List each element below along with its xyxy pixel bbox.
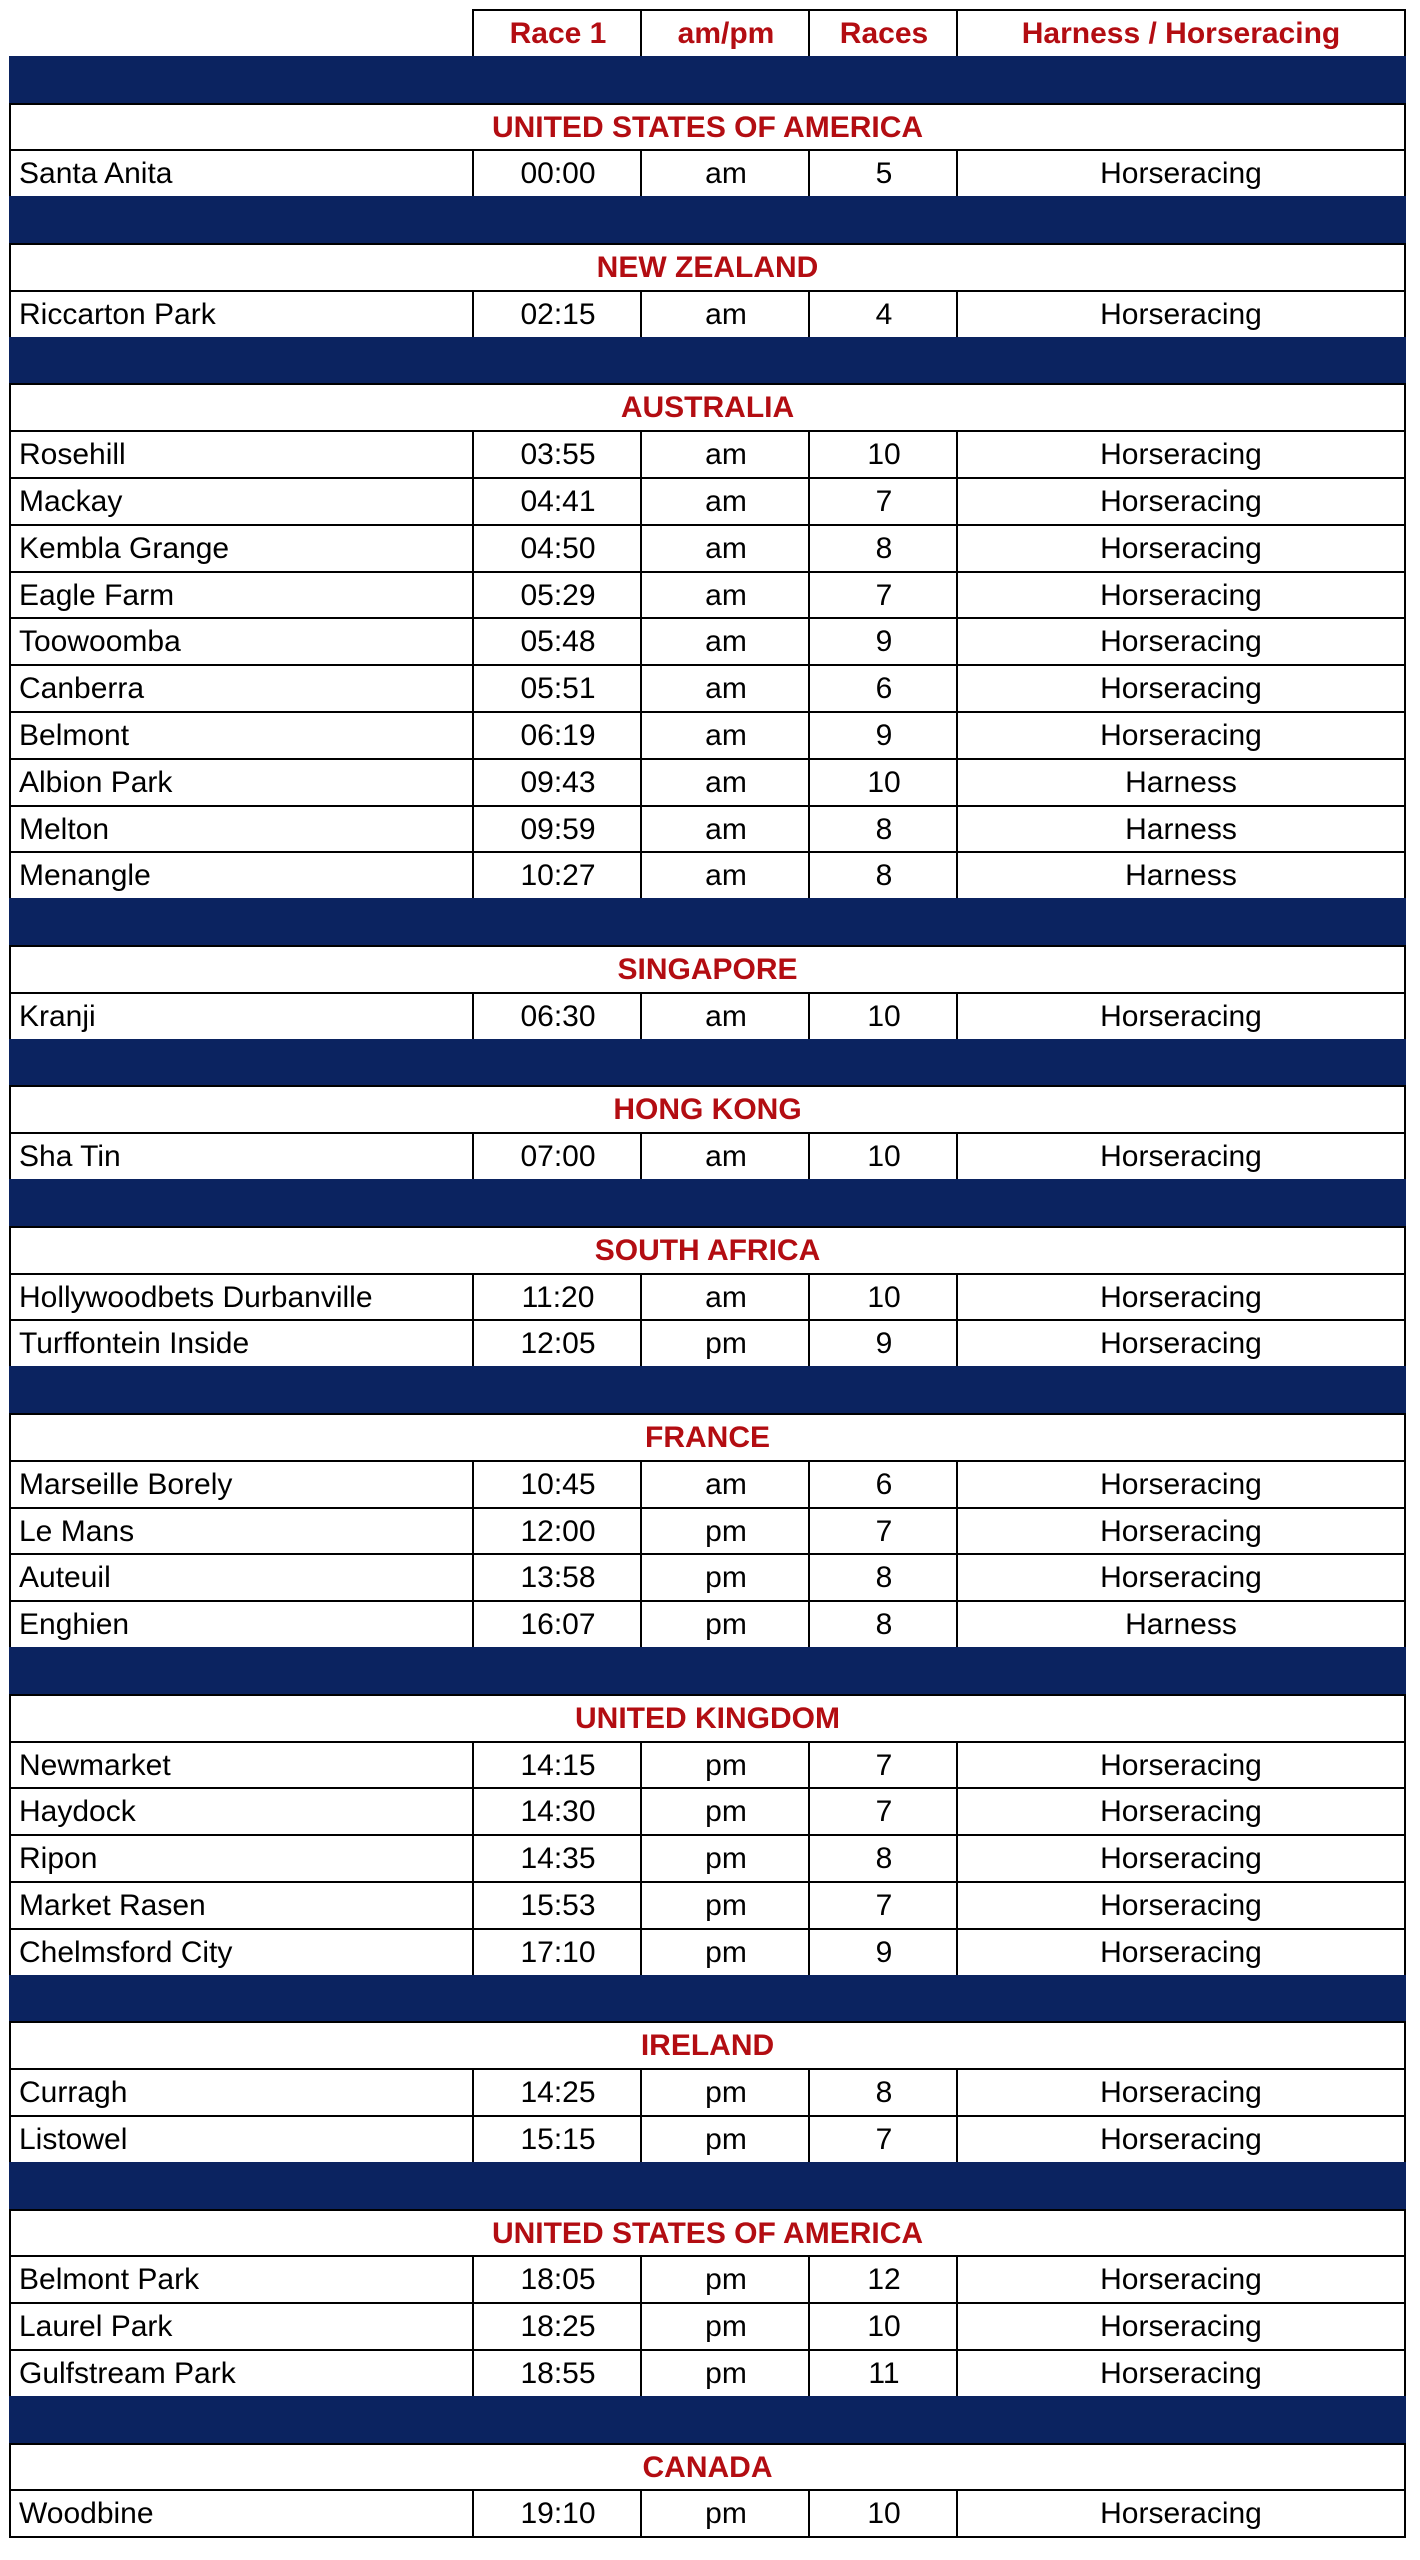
- race1-time-cell: 00:00: [472, 149, 642, 196]
- race-count-cell: 10: [808, 758, 958, 805]
- country-heading: HONG KONG: [9, 1085, 1406, 1132]
- ampm-cell: pm: [640, 2489, 810, 2536]
- ampm-cell: pm: [640, 1881, 810, 1928]
- race-type-cell: Horseracing: [956, 992, 1406, 1039]
- country-heading: UNITED STATES OF AMERICA: [9, 2209, 1406, 2256]
- section-divider-bar: [9, 1039, 1406, 1086]
- ampm-cell: pm: [640, 1741, 810, 1788]
- venue-cell: Santa Anita: [9, 149, 474, 196]
- section-divider-bar: [9, 1179, 1406, 1226]
- ampm-cell: am: [640, 1132, 810, 1179]
- ampm-cell: am: [640, 477, 810, 524]
- race1-time-cell: 16:07: [472, 1600, 642, 1647]
- race1-time-cell: 02:15: [472, 290, 642, 337]
- section-divider-bar: [9, 196, 1406, 243]
- venue-row: [0, 664, 1420, 711]
- race-count-cell: 8: [808, 1600, 958, 1647]
- table-bottom-border: [9, 2536, 1406, 2538]
- race-type-cell: Horseracing: [956, 1273, 1406, 1320]
- venue-row: [0, 1741, 1420, 1788]
- race-count-cell: 8: [808, 851, 958, 898]
- race-type-cell: Horseracing: [956, 1507, 1406, 1554]
- ampm-cell: pm: [640, 1319, 810, 1366]
- venue-cell: Menangle: [9, 851, 474, 898]
- race1-time-cell: 05:29: [472, 571, 642, 618]
- ampm-cell: pm: [640, 1834, 810, 1881]
- venue-row: [0, 1881, 1420, 1928]
- venue-row: [0, 524, 1420, 571]
- race-type-cell: Harness: [956, 758, 1406, 805]
- country-heading: FRANCE: [9, 1413, 1406, 1460]
- venue-row: [0, 1319, 1420, 1366]
- race-type-cell: Horseracing: [956, 711, 1406, 758]
- venue-row: [0, 149, 1420, 196]
- venue-cell: Chelmsford City: [9, 1928, 474, 1975]
- race1-time-cell: 18:25: [472, 2302, 642, 2349]
- race1-time-cell: 06:19: [472, 711, 642, 758]
- race-count-cell: 9: [808, 1928, 958, 1975]
- race1-time-cell: 03:55: [472, 430, 642, 477]
- race-count-cell: 7: [808, 1881, 958, 1928]
- race-type-cell: Horseracing: [956, 290, 1406, 337]
- venue-row: [0, 2302, 1420, 2349]
- header-race1: Race 1: [472, 9, 642, 56]
- race-count-cell: 7: [808, 2115, 958, 2162]
- race-type-cell: Horseracing: [956, 1881, 1406, 1928]
- race1-time-cell: 18:05: [472, 2255, 642, 2302]
- race1-time-cell: 04:50: [472, 524, 642, 571]
- race1-time-cell: 04:41: [472, 477, 642, 524]
- ampm-cell: am: [640, 524, 810, 571]
- race-type-cell: Horseracing: [956, 1460, 1406, 1507]
- race1-time-cell: 11:20: [472, 1273, 642, 1320]
- ampm-cell: am: [640, 758, 810, 805]
- venue-cell: Woodbine: [9, 2489, 474, 2536]
- ampm-cell: am: [640, 290, 810, 337]
- country-heading: SINGAPORE: [9, 945, 1406, 992]
- venue-row: [0, 2489, 1420, 2536]
- race-type-cell: Horseracing: [956, 617, 1406, 664]
- race-type-cell: Horseracing: [956, 1132, 1406, 1179]
- race-count-cell: 7: [808, 1741, 958, 1788]
- race-count-cell: 12: [808, 2255, 958, 2302]
- venue-row: [0, 2068, 1420, 2115]
- race-count-cell: 11: [808, 2349, 958, 2396]
- race-type-cell: Horseracing: [956, 1928, 1406, 1975]
- venue-cell: Albion Park: [9, 758, 474, 805]
- venue-row: [0, 1834, 1420, 1881]
- venue-cell: Newmarket: [9, 1741, 474, 1788]
- race-count-cell: 10: [808, 1132, 958, 1179]
- ampm-cell: pm: [640, 2255, 810, 2302]
- venue-cell: Kranji: [9, 992, 474, 1039]
- race-count-cell: 10: [808, 2302, 958, 2349]
- race-count-cell: 6: [808, 1460, 958, 1507]
- race-count-cell: 10: [808, 1273, 958, 1320]
- country-heading: UNITED STATES OF AMERICA: [9, 103, 1406, 150]
- race-type-cell: Horseracing: [956, 477, 1406, 524]
- venue-cell: Kembla Grange: [9, 524, 474, 571]
- race-count-cell: 9: [808, 1319, 958, 1366]
- venue-cell: Gulfstream Park: [9, 2349, 474, 2396]
- race1-time-cell: 13:58: [472, 1553, 642, 1600]
- venue-cell: Melton: [9, 805, 474, 852]
- race1-time-cell: 14:15: [472, 1741, 642, 1788]
- venue-cell: Riccarton Park: [9, 290, 474, 337]
- venue-row: [0, 477, 1420, 524]
- race1-time-cell: 14:30: [472, 1787, 642, 1834]
- race1-time-cell: 15:53: [472, 1881, 642, 1928]
- header-ampm: am/pm: [640, 9, 810, 56]
- race-count-cell: 7: [808, 477, 958, 524]
- race1-time-cell: 14:35: [472, 1834, 642, 1881]
- race-count-cell: 9: [808, 617, 958, 664]
- race-count-cell: 10: [808, 430, 958, 477]
- race1-time-cell: 15:15: [472, 2115, 642, 2162]
- ampm-cell: pm: [640, 1928, 810, 1975]
- header-races: Races: [808, 9, 958, 56]
- ampm-cell: am: [640, 711, 810, 758]
- race-type-cell: Horseracing: [956, 2489, 1406, 2536]
- race1-time-cell: 12:05: [472, 1319, 642, 1366]
- venue-row: [0, 2115, 1420, 2162]
- ampm-cell: pm: [640, 2115, 810, 2162]
- venue-row: [0, 1928, 1420, 1975]
- race-count-cell: 8: [808, 1834, 958, 1881]
- section-divider-bar: [9, 2396, 1406, 2443]
- race-type-cell: Harness: [956, 805, 1406, 852]
- race1-time-cell: 19:10: [472, 2489, 642, 2536]
- race-count-cell: 7: [808, 1787, 958, 1834]
- ampm-cell: pm: [640, 1553, 810, 1600]
- section-divider-bar: [9, 2162, 1406, 2209]
- venue-cell: Hollywoodbets Durbanville: [9, 1273, 474, 1320]
- ampm-cell: pm: [640, 2068, 810, 2115]
- venue-row: [0, 711, 1420, 758]
- venue-row: [0, 1273, 1420, 1320]
- race-type-cell: Horseracing: [956, 149, 1406, 196]
- ampm-cell: pm: [640, 1787, 810, 1834]
- venue-row: [0, 1132, 1420, 1179]
- venue-row: [0, 1787, 1420, 1834]
- race-type-cell: Horseracing: [956, 1319, 1406, 1366]
- section-divider-bar: [9, 898, 1406, 945]
- race1-time-cell: 10:27: [472, 851, 642, 898]
- race1-time-cell: 14:25: [472, 2068, 642, 2115]
- venue-row: [0, 571, 1420, 618]
- venue-cell: Laurel Park: [9, 2302, 474, 2349]
- venue-cell: Listowel: [9, 2115, 474, 2162]
- venue-cell: Rosehill: [9, 430, 474, 477]
- race-type-cell: Horseracing: [956, 664, 1406, 711]
- venue-row: [0, 430, 1420, 477]
- ampm-cell: am: [640, 617, 810, 664]
- race-count-cell: 10: [808, 992, 958, 1039]
- race-type-cell: Horseracing: [956, 1787, 1406, 1834]
- venue-row: [0, 758, 1420, 805]
- race-count-cell: 8: [808, 2068, 958, 2115]
- header-row: [0, 9, 1420, 56]
- section-divider-bar: [9, 56, 1406, 103]
- race1-time-cell: 17:10: [472, 1928, 642, 1975]
- ampm-cell: pm: [640, 2349, 810, 2396]
- race1-time-cell: 05:51: [472, 664, 642, 711]
- race-count-cell: 4: [808, 290, 958, 337]
- venue-cell: Mackay: [9, 477, 474, 524]
- venue-cell: Sha Tin: [9, 1132, 474, 1179]
- race1-time-cell: 09:43: [472, 758, 642, 805]
- section-divider-bar: [9, 1366, 1406, 1413]
- venue-row: [0, 851, 1420, 898]
- race-count-cell: 7: [808, 571, 958, 618]
- ampm-cell: am: [640, 1460, 810, 1507]
- venue-row: [0, 1553, 1420, 1600]
- country-heading: SOUTH AFRICA: [9, 1226, 1406, 1273]
- header-venue-cell: [9, 9, 474, 56]
- race1-time-cell: 10:45: [472, 1460, 642, 1507]
- ampm-cell: am: [640, 571, 810, 618]
- race-count-cell: 8: [808, 1553, 958, 1600]
- ampm-cell: pm: [640, 1507, 810, 1554]
- section-divider-bar: [9, 1647, 1406, 1694]
- race-type-cell: Horseracing: [956, 1834, 1406, 1881]
- ampm-cell: am: [640, 149, 810, 196]
- race-type-cell: Horseracing: [956, 2255, 1406, 2302]
- race-count-cell: 8: [808, 805, 958, 852]
- race-type-cell: Horseracing: [956, 524, 1406, 571]
- country-heading: NEW ZEALAND: [9, 243, 1406, 290]
- venue-cell: Auteuil: [9, 1553, 474, 1600]
- race-type-cell: Horseracing: [956, 430, 1406, 477]
- race-type-cell: Horseracing: [956, 2068, 1406, 2115]
- race-type-cell: Horseracing: [956, 2349, 1406, 2396]
- venue-cell: Eagle Farm: [9, 571, 474, 618]
- venue-cell: Canberra: [9, 664, 474, 711]
- race-count-cell: 9: [808, 711, 958, 758]
- section-divider-bar: [9, 1975, 1406, 2022]
- ampm-cell: am: [640, 430, 810, 477]
- venue-cell: Belmont Park: [9, 2255, 474, 2302]
- venue-cell: Le Mans: [9, 1507, 474, 1554]
- ampm-cell: am: [640, 664, 810, 711]
- venue-row: [0, 1460, 1420, 1507]
- race1-time-cell: 18:55: [472, 2349, 642, 2396]
- venue-row: [0, 805, 1420, 852]
- ampm-cell: pm: [640, 1600, 810, 1647]
- ampm-cell: am: [640, 851, 810, 898]
- venue-row: [0, 992, 1420, 1039]
- venue-cell: Marseille Borely: [9, 1460, 474, 1507]
- race-count-cell: 7: [808, 1507, 958, 1554]
- venue-cell: Haydock: [9, 1787, 474, 1834]
- country-heading: AUSTRALIA: [9, 383, 1406, 430]
- section-divider-bar: [9, 337, 1406, 384]
- race-type-cell: Harness: [956, 1600, 1406, 1647]
- ampm-cell: am: [640, 992, 810, 1039]
- race1-time-cell: 09:59: [472, 805, 642, 852]
- race-type-cell: Horseracing: [956, 1741, 1406, 1788]
- venue-cell: Market Rasen: [9, 1881, 474, 1928]
- country-heading: UNITED KINGDOM: [9, 1694, 1406, 1741]
- race1-time-cell: 06:30: [472, 992, 642, 1039]
- venue-cell: Belmont: [9, 711, 474, 758]
- ampm-cell: am: [640, 805, 810, 852]
- venue-cell: Toowoomba: [9, 617, 474, 664]
- venue-row: [0, 617, 1420, 664]
- ampm-cell: pm: [640, 2302, 810, 2349]
- venue-cell: Enghien: [9, 1600, 474, 1647]
- venue-row: [0, 290, 1420, 337]
- venue-cell: Curragh: [9, 2068, 474, 2115]
- country-heading: IRELAND: [9, 2021, 1406, 2068]
- ampm-cell: am: [640, 1273, 810, 1320]
- race-type-cell: Horseracing: [956, 2115, 1406, 2162]
- race1-time-cell: 05:48: [472, 617, 642, 664]
- race-count-cell: 6: [808, 664, 958, 711]
- venue-row: [0, 1507, 1420, 1554]
- venue-cell: Ripon: [9, 1834, 474, 1881]
- race-count-cell: 10: [808, 2489, 958, 2536]
- race-type-cell: Horseracing: [956, 2302, 1406, 2349]
- race-count-cell: 5: [808, 149, 958, 196]
- race-count-cell: 8: [808, 524, 958, 571]
- venue-row: [0, 2255, 1420, 2302]
- header-type: Harness / Horseracing: [956, 9, 1406, 56]
- race-type-cell: Harness: [956, 851, 1406, 898]
- venue-row: [0, 1600, 1420, 1647]
- venue-row: [0, 2349, 1420, 2396]
- venue-cell: Turffontein Inside: [9, 1319, 474, 1366]
- race1-time-cell: 07:00: [472, 1132, 642, 1179]
- race-type-cell: Horseracing: [956, 1553, 1406, 1600]
- race-type-cell: Horseracing: [956, 571, 1406, 618]
- country-heading: CANADA: [9, 2443, 1406, 2490]
- race1-time-cell: 12:00: [472, 1507, 642, 1554]
